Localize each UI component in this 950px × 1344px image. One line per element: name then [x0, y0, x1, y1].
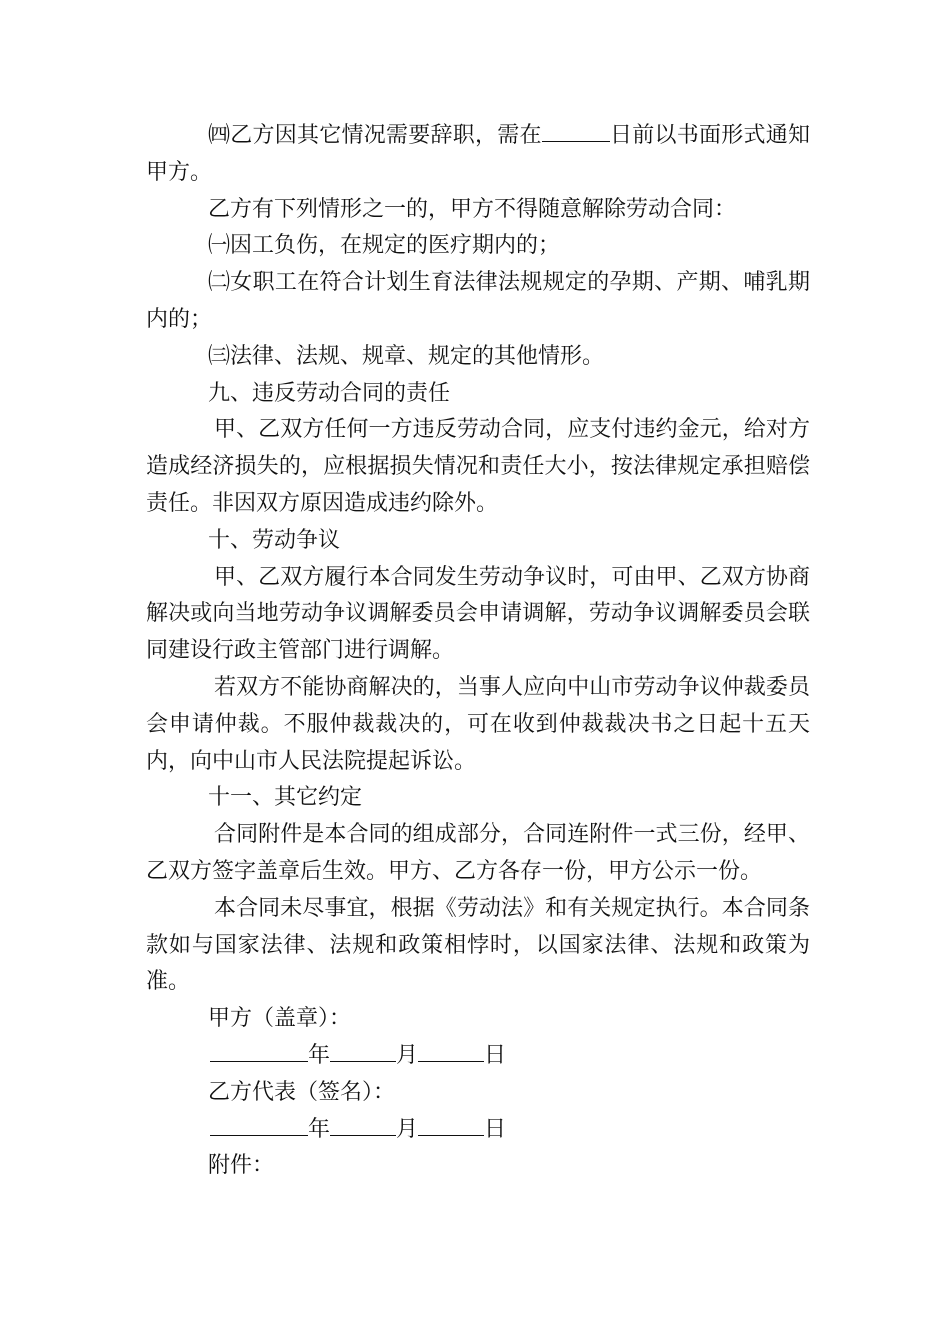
- party-b-month-blank[interactable]: [330, 1113, 396, 1136]
- section-heading-9: 九、违反劳动合同的责任: [208, 380, 451, 406]
- party-b-month-label: 月: [396, 1116, 419, 1142]
- resignation-text-after: 日前以书面形式通知甲方。: [146, 123, 810, 185]
- party-b-year-blank[interactable]: [210, 1113, 308, 1136]
- party-a-year-label: 年: [308, 1042, 331, 1068]
- party-a-day-blank[interactable]: [418, 1039, 484, 1062]
- blank-days-field[interactable]: [542, 119, 610, 142]
- party-a-month-label: 月: [396, 1042, 419, 1068]
- list-item-female-worker: ㈡女职工在符合计划生育法律法规规定的孕期、产期、哺乳期内的；: [146, 270, 810, 332]
- attachment-label: 附件：: [208, 1153, 275, 1179]
- party-b-date-line: [146, 1112, 810, 1149]
- paragraph-resignation-notice: [146, 118, 810, 192]
- list-item-other-circumstances: ㈢法律、法规、规章、规定的其他情形。: [208, 343, 605, 369]
- party-b-signature-label: 乙方代表（签名）：: [208, 1079, 396, 1105]
- section-heading-10: 十、劳动争议: [208, 527, 341, 553]
- paragraph-dispute-mediation: 甲、乙双方履行本合同发生劳动争议时，可由甲、乙双方协商解决或向当地劳动争议调解委员会申请调解，劳动争议调解委员会联同建设行政主管部门进行调解。: [146, 564, 810, 664]
- paragraph-no-termination: 乙方有下列情形之一的，甲方不得随意解除劳动合同：: [208, 196, 737, 222]
- paragraph-breach-liability: 甲、乙双方任何一方违反劳动合同，应支付违约金元，给对方造成经济损失的，应根据损失情况和责任大小，按法律规定承担赔偿责任。非因双方原因造成违约除外。: [146, 417, 810, 516]
- party-a-date-line: [146, 1038, 810, 1075]
- document-page: [146, 118, 810, 1185]
- paragraph-dispute-arbitration: 若双方不能协商解决的，当事人应向中山市劳动争议仲裁委员会申请仲裁。不服仲裁裁决的，可在收到仲裁裁决书之日起十五天内，向中山市人民法院提起诉讼。: [146, 674, 810, 774]
- party-a-year-blank[interactable]: [210, 1039, 308, 1062]
- party-b-day-label: 日: [484, 1116, 507, 1142]
- party-a-day-label: 日: [484, 1042, 507, 1068]
- list-item-work-injury: ㈠因工负伤，在规定的医疗期内的；: [208, 233, 561, 259]
- paragraph-unspecified-matters: 本合同未尽事宜，根据《劳动法》和有关规定执行。本合同条款如与国家法律、法规和政策相悖时，以国家法律、法规和政策为准。: [146, 895, 810, 995]
- section-heading-11: 十一、其它约定: [208, 785, 363, 811]
- paragraph-attachments: 合同附件是本合同的组成部分，合同连附件一式三份，经甲、乙双方签字盖章后生效。甲方、乙方各存一份，甲方公示一份。: [146, 822, 810, 884]
- resignation-text-before: ㈣乙方因其它情况需要辞职，需在: [208, 123, 542, 148]
- party-a-seal-label: 甲方（盖章）：: [208, 1006, 352, 1032]
- party-b-day-blank[interactable]: [418, 1113, 484, 1136]
- party-a-month-blank[interactable]: [330, 1039, 396, 1062]
- party-b-year-label: 年: [308, 1116, 331, 1142]
